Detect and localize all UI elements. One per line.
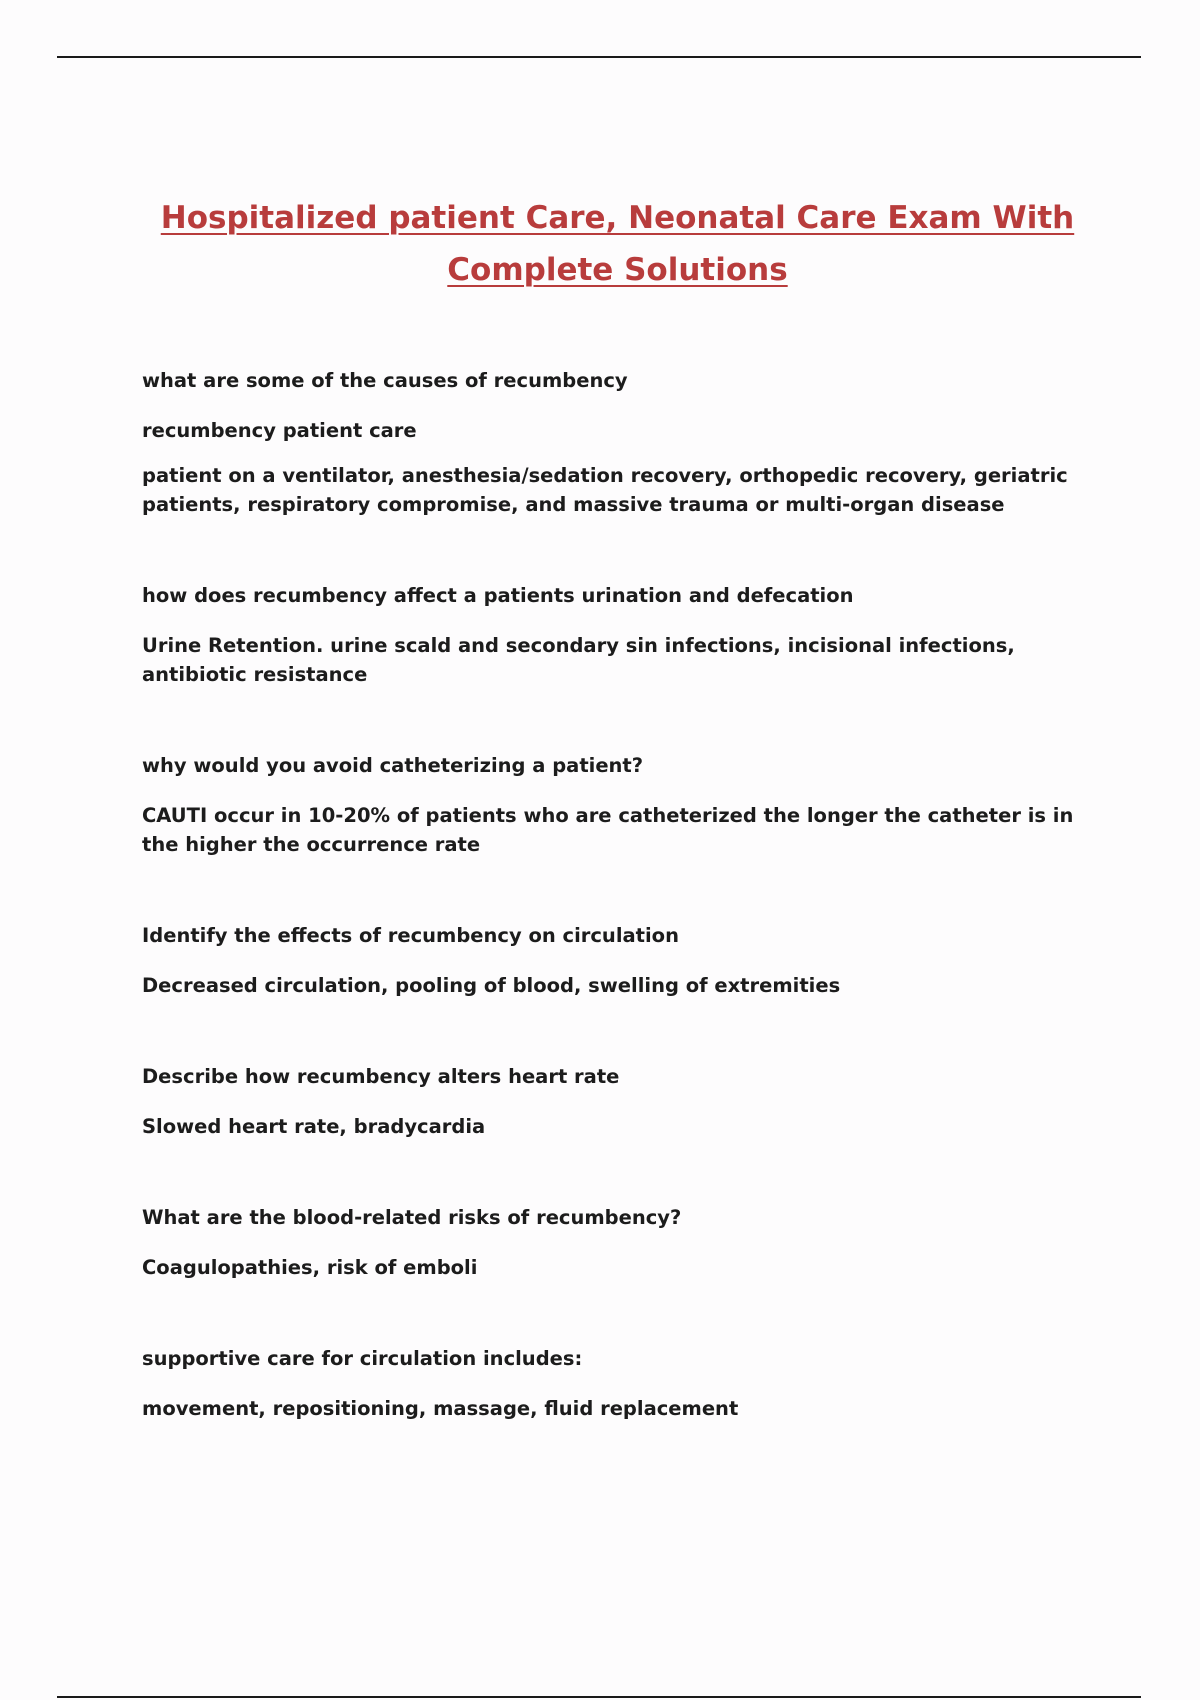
top-rule (57, 56, 1141, 58)
answer: CAUTI occur in 10-20% of patients who are catheterized the longer the catheter is in the higher the occurrence rate (142, 804, 1074, 856)
question: Describe how recumbency alters heart rate (142, 1065, 620, 1088)
question: What are the blood-related risks of recumbency? (142, 1206, 682, 1229)
qa-item (142, 1062, 1092, 1141)
question: supportive care for circulation includes: (142, 1347, 583, 1370)
answer: Urine Retention. urine scald and secondary sin infections, incisional infections, antibiotic resistance (142, 634, 1015, 686)
answer: Decreased circulation, pooling of blood, swelling of extremities (142, 974, 841, 997)
qa-item (142, 581, 1092, 689)
answer: movement, repositioning, massage, fluid replacement (142, 1397, 739, 1420)
qa-item (142, 921, 1092, 1000)
answer: patient on a ventilator, anesthesia/sedation recovery, orthopedic recovery, geriatric patients, respiratory compromise, and massive trauma or multi-organ disease (142, 464, 1068, 516)
question: why would you avoid catheterizing a patient? (142, 754, 644, 777)
answer: recumbency patient care (142, 419, 417, 442)
qa-item (142, 1203, 1092, 1282)
qa-item (142, 1344, 1092, 1423)
title-line-2: Complete Solutions (447, 252, 788, 288)
answer: Slowed heart rate, bradycardia (142, 1115, 486, 1138)
bottom-rule (57, 1696, 1141, 1698)
page-title (140, 192, 1095, 296)
qa-list (142, 366, 1092, 1423)
question: how does recumbency affect a patients urination and defecation (142, 584, 854, 607)
title-line-1: Hospitalized patient Care, Neonatal Care Exam With (160, 200, 1075, 236)
answer: Coagulopathies, risk of emboli (142, 1256, 478, 1279)
qa-item (142, 366, 1092, 519)
question: Identify the effects of recumbency on circulation (142, 924, 679, 947)
qa-item (142, 751, 1092, 859)
question: what are some of the causes of recumbency (142, 369, 628, 392)
